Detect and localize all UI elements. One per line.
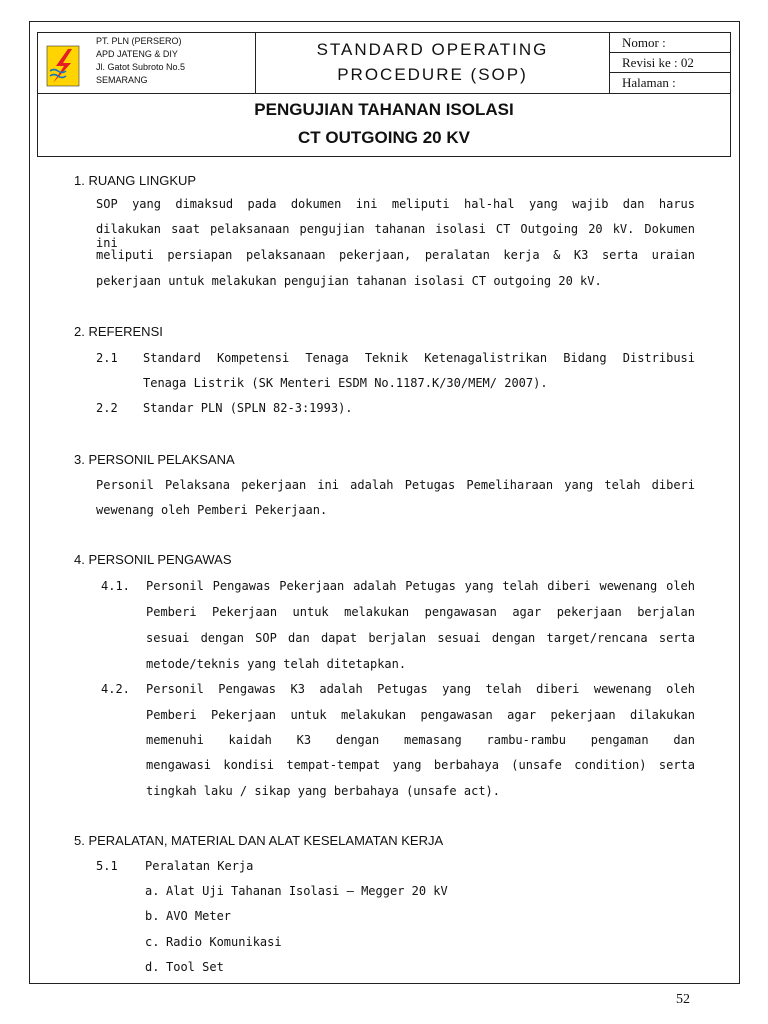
subsection-label: Peralatan Kerja	[145, 859, 254, 873]
item-number: 2.2	[96, 401, 118, 415]
item-line: sesuai dengan SOP dan dapat berjalan sesuai dengan target/rencana serta	[146, 631, 695, 645]
list-letter: c.	[145, 935, 160, 949]
item-line: Standard Kompetensi Tenaga Teknik Ketenagalistrikan Bidang Distribusi	[143, 351, 695, 365]
meta-halaman: Halaman :	[622, 75, 676, 90]
item-line: Pemberi Pekerjaan untuk melakukan pengawasan agar pekerjaan berjalan	[146, 605, 695, 619]
paragraph-line: dilakukan saat pelaksanaan pengujian tahanan isolasi CT Outgoing 20 kV. Dokumen ini	[96, 222, 695, 250]
item-number: 4.2.	[101, 682, 130, 696]
sop-title-line: PROCEDURE (SOP)	[337, 65, 528, 84]
company-line: Jl. Gatot Subroto No.5	[96, 62, 186, 72]
list-item: Alat Uji Tahanan Isolasi – Megger 20 kV	[166, 884, 448, 898]
list-item: Tool Set	[166, 960, 224, 974]
section-heading: 5. PERALATAN, MATERIAL DAN ALAT KESELAMATAN KERJA	[74, 833, 444, 848]
section-heading: 2. REFERENSI	[74, 324, 163, 339]
item-line: metode/teknis yang telah ditetapkan.	[146, 657, 407, 671]
list-item: AVO Meter	[166, 909, 232, 923]
item-line: memenuhi kaidah K3 dengan memasang rambu-rambu pengaman dan	[146, 733, 695, 747]
paragraph-line: meliputi persiapan pelaksanaan pekerjaan, peralatan kerja & K3 serta uraian	[96, 248, 695, 262]
paragraph-line: SOP yang dimaksud pada dokumen ini meliputi hal-hal yang wajib dan harus	[96, 197, 695, 211]
company-line: PT. PLN (PERSERO)	[96, 36, 182, 46]
item-line: Personil Pengawas K3 adalah Petugas yang telah diberi wewenang oleh	[146, 682, 695, 696]
company-line: APD JATENG & DIY	[96, 49, 178, 59]
list-letter: d.	[145, 960, 160, 974]
meta-revisi: Revisi ke : 02	[610, 53, 730, 73]
meta-nomor: Nomor :	[610, 33, 730, 53]
company-line: SEMARANG	[96, 75, 148, 85]
section-heading: 3. PERSONIL PELAKSANA	[74, 452, 235, 467]
list-letter: b.	[145, 909, 160, 923]
item-line: mengawasi kondisi tempat-tempat yang berbahaya (unsafe condition) serta	[146, 758, 695, 772]
item-number: 2.1	[96, 351, 118, 365]
document-title-line: CT OUTGOING 20 KV	[298, 128, 470, 147]
page-number: 52	[676, 992, 690, 1007]
paragraph-line: Personil Pelaksana pekerjaan ini adalah Petugas Pemeliharaan yang telah diberi	[96, 478, 695, 492]
item-line: Standar PLN (SPLN 82-3:1993).	[143, 401, 353, 415]
document-title-line: PENGUJIAN TAHANAN ISOLASI	[254, 100, 514, 119]
item-line: tingkah laku / sikap yang berbahaya (unsafe act).	[146, 784, 501, 798]
item-number: 5.1	[96, 859, 118, 873]
item-number: 4.1.	[101, 579, 130, 593]
list-item: Radio Komunikasi	[166, 935, 282, 949]
item-line: Tenaga Listrik (SK Menteri ESDM No.1187.K/30/MEM/ 2007).	[143, 376, 548, 390]
section-heading: 4. PERSONIL PENGAWAS	[74, 552, 232, 567]
item-line: Personil Pengawas Pekerjaan adalah Petugas yang telah diberi wewenang oleh	[146, 579, 695, 593]
section-heading: 1. RUANG LINGKUP	[74, 173, 197, 188]
paragraph-line: pekerjaan untuk melakukan pengujian tahanan isolasi CT outgoing 20 kV.	[96, 274, 602, 288]
list-letter: a.	[145, 884, 160, 898]
paragraph-line: wewenang oleh Pemberi Pekerjaan.	[96, 503, 328, 517]
sop-title-line: STANDARD OPERATING	[316, 40, 549, 59]
item-line: Pemberi Pekerjaan untuk melakukan pengawasan agar pekerjaan dilakukan	[146, 708, 695, 722]
